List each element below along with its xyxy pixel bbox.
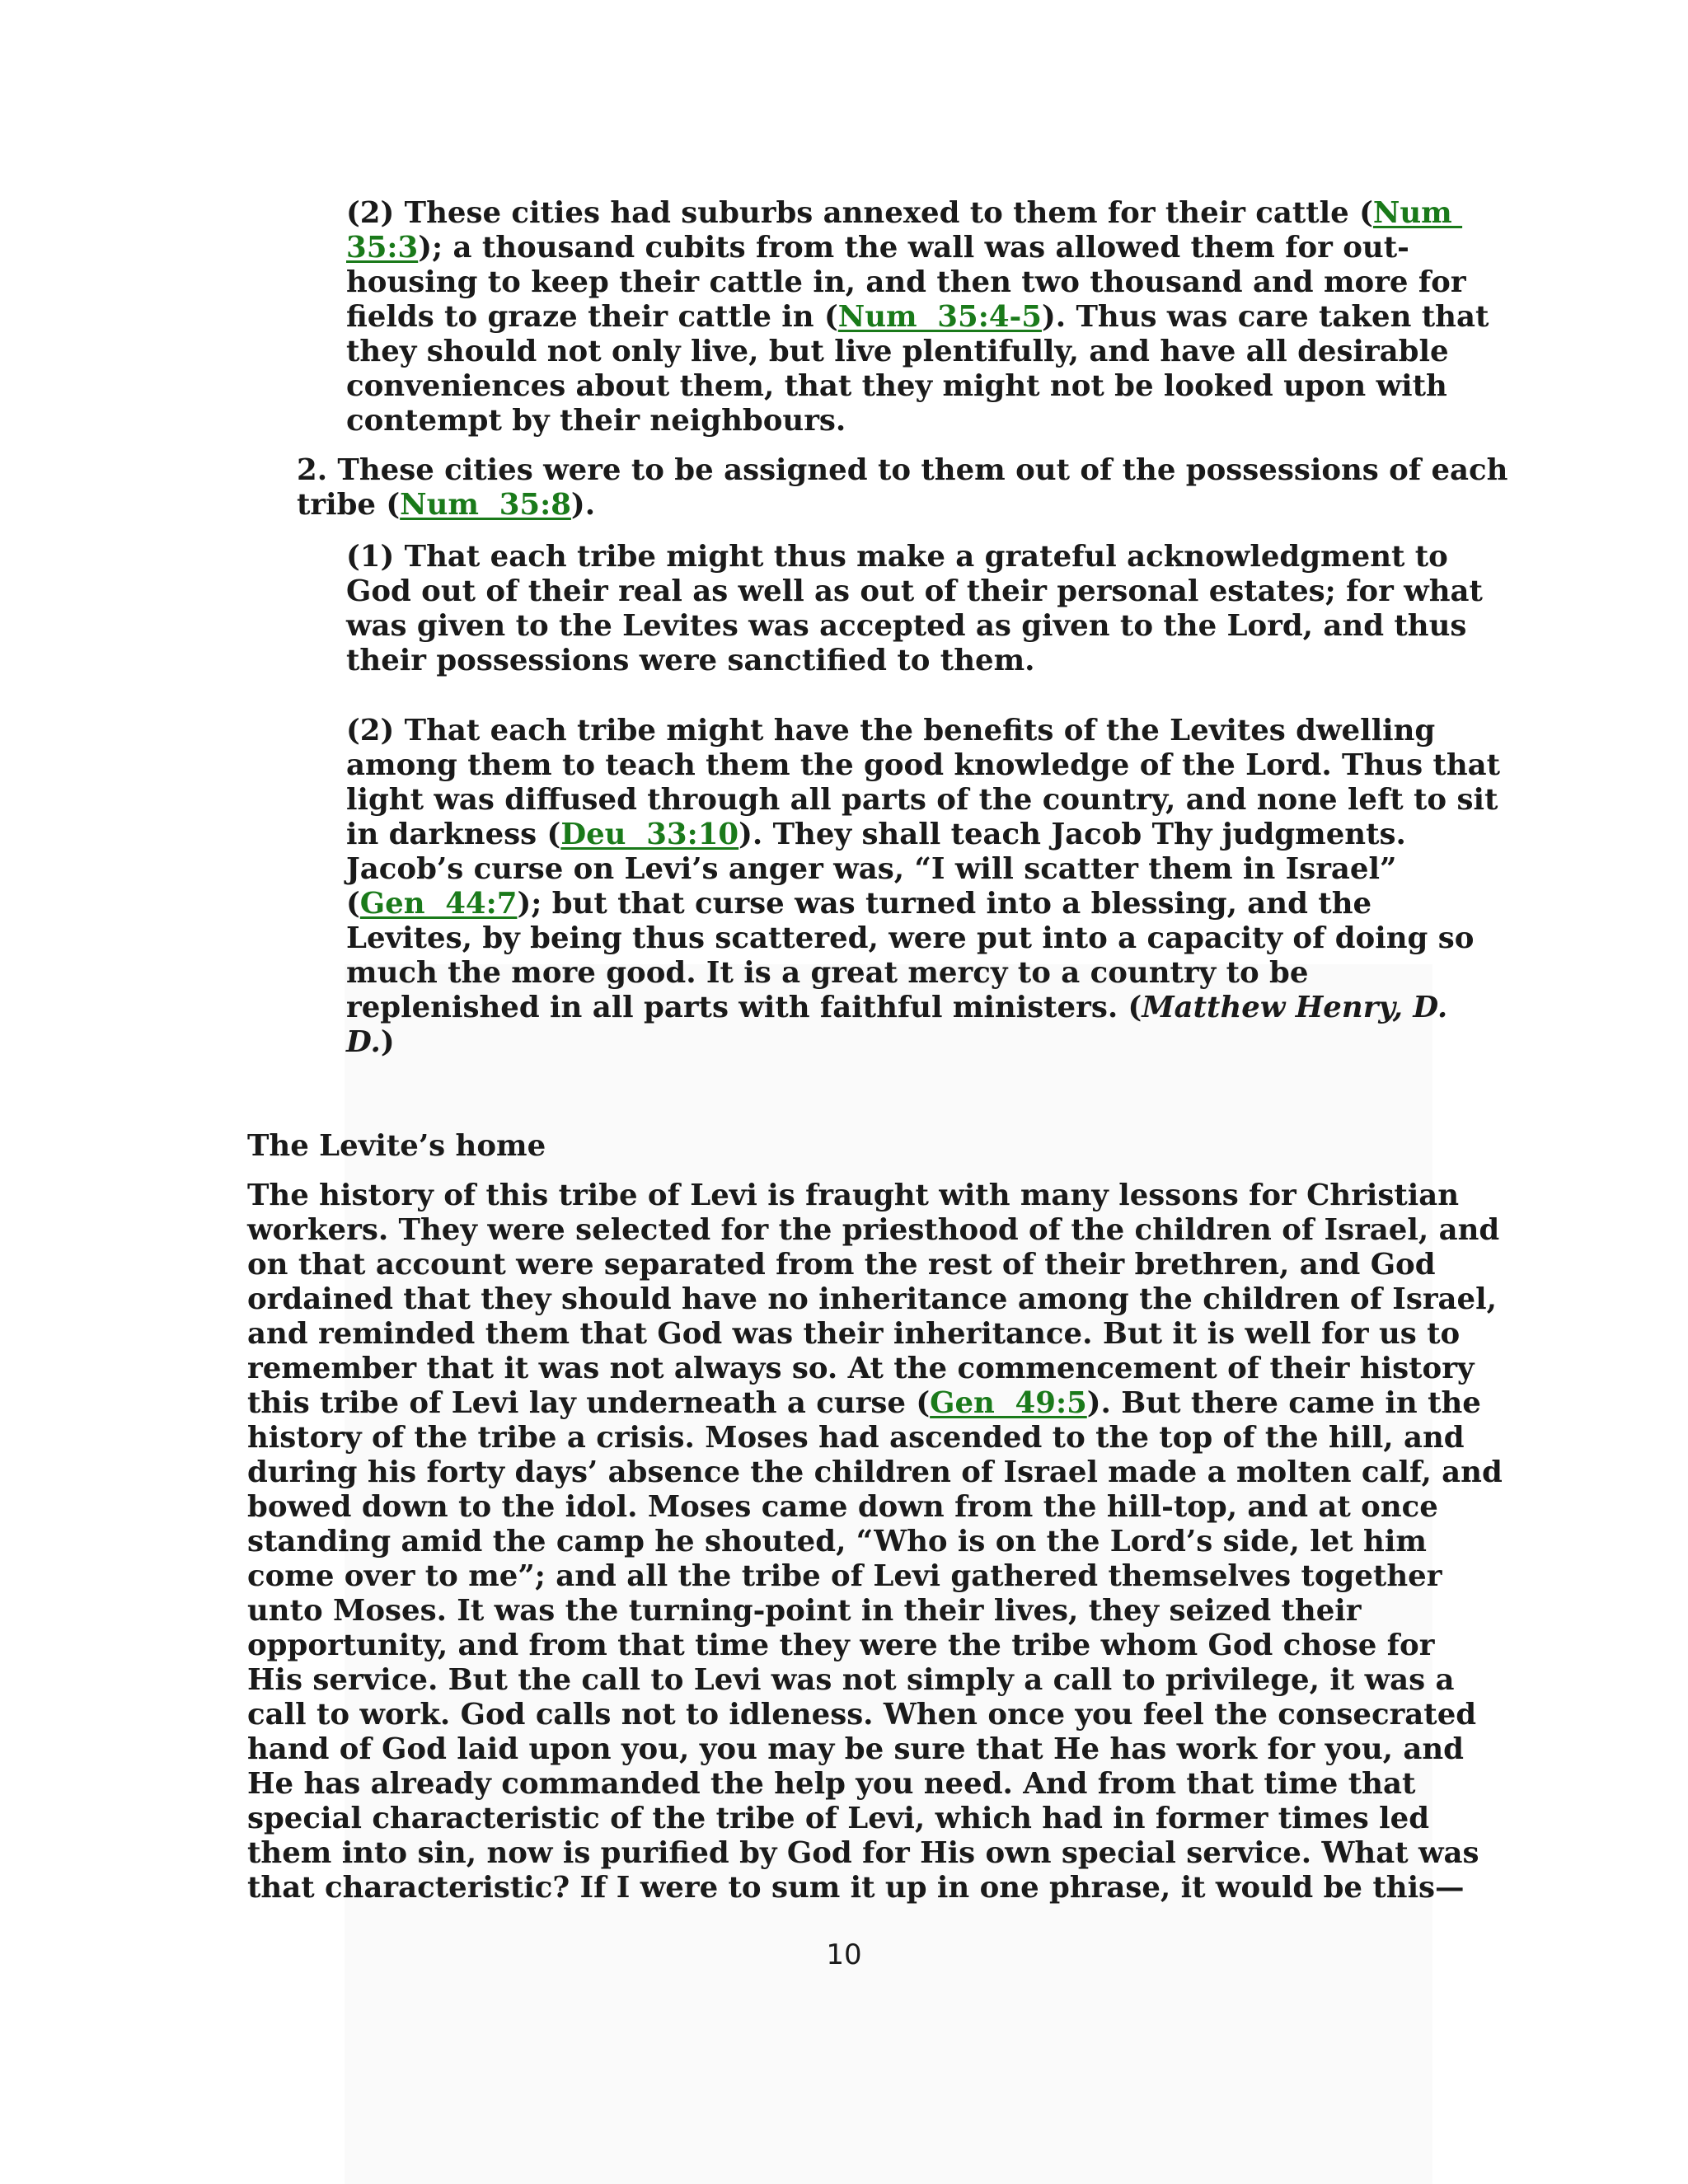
text-line: 2. These cities were to be assigned to them out of the possessions of each	[297, 453, 1508, 487]
text-line: they should not only live, but live plentifully, and have all desirable	[346, 335, 1449, 368]
author-attribution: Matthew Henry, D.	[1142, 991, 1448, 1024]
text-line: God out of their real as well as out of their personal estates; for what	[346, 574, 1483, 608]
text-line: special characteristic of the tribe of Levi, which had in former times led	[247, 1802, 1430, 1835]
paragraph-suburbs	[346, 196, 1489, 438]
paragraph-point-two-sub	[346, 714, 1501, 1060]
scripture-link-deu-33-10[interactable]: Deu 33:10	[560, 818, 739, 851]
text-line: His service. But the call to Levi was not simply a call to privilege, it was a	[247, 1663, 1455, 1697]
text-line: conveniences about them, that they might not be looked upon with	[346, 369, 1447, 403]
paragraph-point-two	[297, 453, 1508, 523]
text-line: among them to teach them the good knowledge of the Lord. Thus that	[346, 748, 1501, 782]
text-line: ).	[570, 488, 596, 522]
text-line: housing to keep their cattle in, and then two thousand and more for	[346, 265, 1466, 299]
text-line: fields to graze their cattle in (	[346, 300, 838, 334]
text-line: He has already commanded the help you need. And from that time that	[247, 1767, 1416, 1801]
text-line: ). They shall teach Jacob Thy judgments.	[738, 818, 1406, 851]
text-line: tribe (	[297, 488, 401, 522]
scripture-link-num-35-3[interactable]: Num 35:3	[346, 196, 1463, 265]
text-line: contempt by their neighbours.	[346, 404, 846, 438]
text-line: bowed down to the idol. Moses came down from the hill-top, and at once	[247, 1490, 1438, 1524]
text-line: workers. They were selected for the priesthood of the children of Israel, and	[247, 1213, 1500, 1247]
text-line: in darkness (	[346, 818, 561, 851]
scripture-link-num-35-8[interactable]: Num 35:8	[400, 488, 571, 522]
text-line: (1) That each tribe might thus make a grateful acknowledgment to	[346, 540, 1448, 574]
text-line: come over to me”; and all the tribe of Levi gathered themselves together	[247, 1559, 1442, 1593]
section-heading: The Levite’s home	[247, 1129, 546, 1163]
text-line: during his forty days’ absence the children of Israel made a molten calf, and	[247, 1455, 1503, 1489]
text-line: )	[380, 1025, 395, 1059]
text-line: on that account were separated from the rest of their brethren, and God	[247, 1248, 1436, 1282]
text-line: ); a thousand cubits from the wall was allowed them for out-	[418, 231, 1409, 265]
text-line: Jacob’s curse on Levi’s anger was, “I will scatter them in Israel”	[346, 852, 1397, 886]
text-line: standing amid the camp he shouted, “Who is on the Lord’s side, let him	[247, 1525, 1427, 1558]
text-line: (2) That each tribe might have the benefits of the Levites dwelling	[346, 714, 1436, 748]
text-line: and reminded them that God was their inheritance. But it is well for us to	[247, 1317, 1461, 1351]
scripture-link-gen-44-7[interactable]: Gen 44:7	[359, 887, 518, 921]
text-line: hand of God laid upon you, you may be sure that He has work for you, and	[247, 1732, 1464, 1766]
text-line: ); but that curse was turned into a blessing, and the	[517, 887, 1372, 921]
text-line: opportunity, and from that time they were the tribe whom God chose for	[247, 1629, 1435, 1662]
text-line: their possessions were sanctified to them.	[346, 644, 1035, 677]
scripture-link-num-35-4-5[interactable]: Num 35:4-5	[837, 300, 1042, 334]
paragraph-levite-history	[247, 1179, 1503, 1905]
text-line: light was diffused through all parts of the country, and none left to sit	[346, 783, 1498, 817]
text-line: much the more good. It is a great mercy to a country to be	[346, 956, 1309, 990]
text-line: was given to the Levites was accepted as given to the Lord, and thus	[346, 609, 1467, 643]
text-line: them into sin, now is purified by God for His own special service. What was	[247, 1836, 1479, 1870]
text-line: history of the tribe a crisis. Moses had ascended to the top of the hill, and	[247, 1421, 1465, 1455]
text-line: remember that it was not always so. At the commencement of their history	[247, 1352, 1475, 1385]
scripture-link-gen-49-5[interactable]: Gen 49:5	[930, 1386, 1087, 1420]
text-line: replenished in all parts with faithful ministers. (	[346, 991, 1142, 1024]
text-line: (2) These cities had suburbs annexed to them for their cattle (	[346, 196, 1373, 230]
text-line: ). But there came in the	[1086, 1386, 1481, 1420]
text-line: ). Thus was care taken that	[1041, 300, 1489, 334]
text-line: call to work. God calls not to idleness. When once you feel the consecrated	[247, 1698, 1477, 1732]
text-line: Levites, by being thus scattered, were put into a capacity of doing so	[346, 921, 1475, 955]
text-line: that characteristic? If I were to sum it up in one phrase, it would be this—	[247, 1871, 1465, 1905]
page-number: 10	[826, 1938, 862, 1971]
text-line: unto Moses. It was the turning-point in their lives, they seized their	[247, 1594, 1362, 1628]
text-line: ordained that they should have no inheritance among the children of Israel,	[247, 1282, 1497, 1316]
text-line: (	[346, 887, 360, 921]
text-line: The history of this tribe of Levi is fraught with many lessons for Christian	[247, 1179, 1460, 1212]
author-attribution: D.	[346, 1025, 381, 1059]
text-line: this tribe of Levi lay underneath a curse (	[247, 1386, 931, 1420]
paragraph-point-one-sub	[346, 540, 1483, 678]
